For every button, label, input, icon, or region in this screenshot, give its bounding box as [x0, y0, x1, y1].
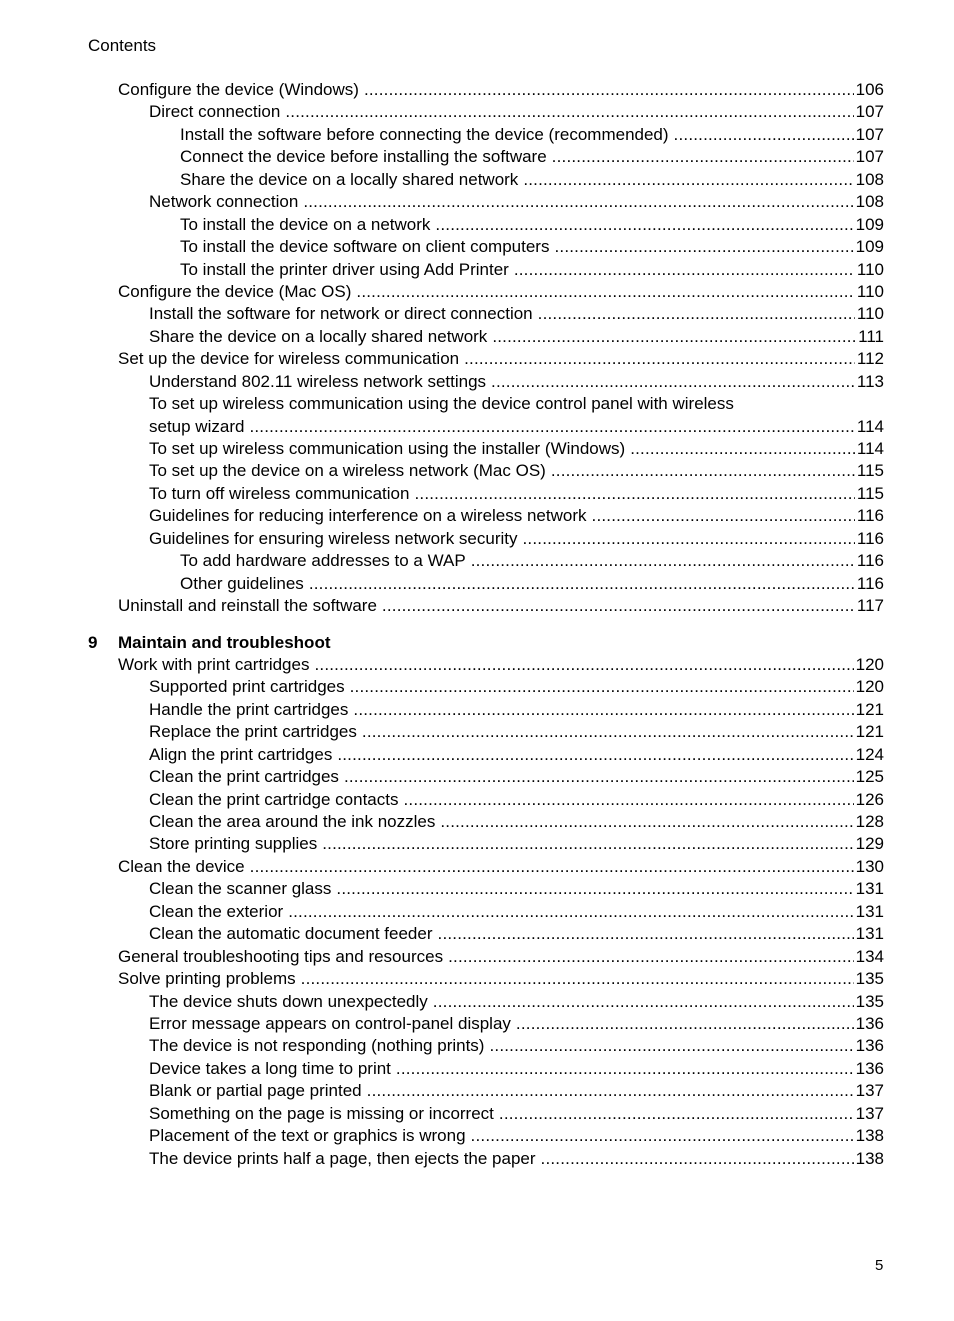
toc-entry-title: Share the device on a locally shared network — [180, 169, 519, 189]
toc-entry-page: 128 — [855, 812, 884, 831]
toc-leader-dots — [353, 699, 853, 721]
toc-entry-page: 107 — [855, 147, 884, 167]
toc-leader-dots — [516, 1013, 854, 1035]
toc-entry-page: 109 — [855, 214, 884, 234]
toc-entry-page: 115 — [856, 483, 884, 503]
toc-entry-title: Device takes a long time to print — [149, 1058, 391, 1078]
toc-entry-page: 117 — [856, 596, 884, 616]
toc-entry[interactable] — [88, 303, 884, 325]
toc-leader-dots — [471, 550, 855, 572]
toc-entry-page: 121 — [855, 699, 884, 719]
toc-entry-title: Clean the print cartridges — [149, 767, 339, 787]
toc-leader-dots — [322, 833, 853, 855]
toc-entry[interactable] — [88, 371, 884, 393]
toc-entry-page: 136 — [855, 1058, 884, 1078]
toc-entry[interactable] — [88, 1080, 884, 1102]
toc-entry-title: Configure the device (Mac OS) — [118, 281, 352, 301]
toc-leader-dots — [364, 79, 854, 101]
toc-entry[interactable] — [88, 191, 884, 213]
toc-entry-page: 106 — [855, 80, 884, 99]
toc-entry-title: Align the print cartridges — [149, 744, 333, 764]
toc-entry[interactable] — [88, 1035, 884, 1057]
toc-leader-dots — [489, 1035, 853, 1057]
toc-leader-dots — [592, 505, 855, 527]
toc-entry[interactable] — [88, 946, 884, 968]
toc-entry-page: 135 — [855, 969, 884, 989]
toc-leader-dots — [396, 1058, 854, 1080]
toc-entry-title: To add hardware addresses to a WAP — [180, 551, 466, 571]
toc-entry-title: Something on the page is missing or incorrect — [149, 1103, 494, 1123]
toc-entry[interactable] — [88, 214, 884, 236]
toc-entry[interactable] — [88, 550, 884, 572]
toc-entry[interactable] — [88, 438, 884, 460]
toc-entry-title: Guidelines for reducing interference on a wireless network — [149, 506, 587, 526]
toc-entry-title: Understand 802.11 wireless network settings — [149, 371, 487, 391]
table-of-contents — [88, 79, 884, 1170]
toc-entry[interactable] — [88, 744, 884, 766]
toc-entry-title: General troubleshooting tips and resources — [118, 946, 444, 966]
toc-entry-title: Configure the device (Windows) — [118, 80, 359, 99]
toc-entry[interactable] — [88, 878, 884, 900]
toc-entry[interactable] — [88, 101, 884, 123]
toc-entry-title: Replace the print cartridges — [149, 722, 357, 742]
toc-entry[interactable] — [88, 968, 884, 990]
toc-entry-title: Connect the device before installing the software — [180, 147, 547, 167]
toc-leader-dots — [514, 259, 855, 281]
toc-entry-title: Clean the area around the ink nozzles — [149, 812, 436, 831]
toc-entry-page: 136 — [855, 1013, 884, 1033]
toc-entry[interactable] — [88, 811, 884, 833]
toc-entry[interactable] — [88, 654, 884, 676]
toc-entry[interactable] — [88, 901, 884, 923]
toc-entry-page: 124 — [855, 744, 884, 764]
toc-entry-title: Handle the print cartridges — [149, 699, 349, 719]
toc-entry-page: 135 — [855, 991, 884, 1011]
toc-entry[interactable] — [88, 991, 884, 1013]
toc-entry-page: 138 — [855, 1126, 884, 1146]
toc-entry-title: Placement of the text or graphics is wrong — [149, 1126, 466, 1146]
toc-entry-page: 137 — [855, 1081, 884, 1101]
toc-entry[interactable] — [88, 281, 884, 303]
toc-entry-title: Clean the exterior — [149, 901, 284, 921]
toc-entry-title: Guidelines for ensuring wireless network security — [149, 528, 518, 548]
toc-entry-title: Error message appears on control-panel display — [149, 1013, 511, 1033]
toc-entry[interactable] — [88, 460, 884, 482]
toc-leader-dots — [630, 438, 855, 460]
toc-entry[interactable] — [88, 348, 884, 370]
toc-entry-page: 112 — [856, 349, 884, 369]
toc-entry-page: 110 — [856, 304, 884, 324]
toc-leader-dots — [309, 573, 855, 595]
toc-entry[interactable] — [88, 721, 884, 743]
toc-entry[interactable] — [88, 326, 884, 348]
toc-leader-dots — [414, 483, 854, 505]
toc-entry[interactable] — [88, 393, 884, 415]
toc-entry[interactable] — [88, 1148, 884, 1170]
toc-entry[interactable] — [88, 146, 884, 168]
toc-section-maintain — [88, 654, 884, 1170]
chapter-number: 9 — [88, 632, 98, 652]
toc-leader-dots — [523, 169, 853, 191]
toc-entry-page: 110 — [856, 281, 884, 301]
toc-leader-dots — [492, 326, 856, 348]
toc-entry-page: 116 — [856, 551, 884, 571]
toc-entry-page: 136 — [855, 1036, 884, 1056]
toc-entry[interactable] — [88, 483, 884, 505]
toc-entry-page: 126 — [855, 789, 884, 809]
toc-entry-title: To set up the device on a wireless network (Mac OS) — [149, 461, 546, 481]
toc-leader-dots — [435, 214, 853, 236]
chapter-heading — [88, 632, 884, 654]
toc-entry[interactable] — [88, 573, 884, 595]
toc-entry-title: Supported print cartridges — [149, 677, 345, 697]
toc-leader-dots — [249, 416, 854, 438]
toc-leader-dots — [448, 946, 854, 968]
toc-entry-title: To install the device on a network — [180, 214, 431, 234]
toc-entry[interactable] — [88, 79, 884, 101]
toc-entry[interactable] — [88, 923, 884, 945]
page-header: Contents — [88, 36, 157, 55]
toc-entry-page: 131 — [855, 901, 884, 921]
toc-entry[interactable] — [88, 1013, 884, 1035]
toc-leader-dots — [303, 191, 853, 213]
toc-leader-dots — [382, 595, 855, 617]
toc-entry[interactable] — [88, 1125, 884, 1147]
toc-entry-title: To set up wireless communication using the device control panel with wireless — [149, 394, 734, 414]
toc-entry-page: 138 — [855, 1148, 884, 1168]
toc-leader-dots — [344, 766, 854, 788]
toc-leader-dots — [314, 654, 853, 676]
toc-leader-dots — [552, 146, 854, 168]
toc-entry-title: Set up the device for wireless communication — [118, 349, 460, 369]
toc-entry-title: Install the software before connecting the device (recommended) — [180, 124, 669, 144]
toc-entry[interactable] — [88, 124, 884, 146]
toc-entry-title: Clean the automatic document feeder — [149, 924, 433, 944]
toc-entry-page: 108 — [855, 169, 884, 189]
toc-entry-title: To turn off wireless communication — [149, 483, 410, 503]
toc-entry[interactable] — [88, 1058, 884, 1080]
toc-entry-title: Share the device on a locally shared network — [149, 326, 488, 346]
toc-entry[interactable] — [88, 766, 884, 788]
toc-entry[interactable] — [88, 416, 884, 438]
toc-entry-page: 113 — [856, 371, 884, 391]
toc-entry[interactable] — [88, 505, 884, 527]
toc-entry-page: 116 — [856, 573, 884, 593]
toc-entry-page: 110 — [856, 259, 884, 279]
chapter-title: Maintain and troubleshoot — [118, 632, 331, 652]
toc-entry-page: 134 — [855, 946, 884, 966]
toc-leader-dots — [336, 878, 853, 900]
toc-entry-title: Install the software for network or direct connection — [149, 304, 533, 324]
toc-entry-page: 107 — [855, 102, 884, 122]
toc-leader-dots — [471, 1125, 854, 1147]
toc-entry-title: Uninstall and reinstall the software — [118, 596, 377, 616]
toc-entry[interactable] — [88, 699, 884, 721]
toc-entry-title: The device is not responding (nothing prints) — [149, 1036, 485, 1056]
toc-leader-dots — [301, 968, 854, 990]
toc-entry-title: To install the device software on client computers — [180, 237, 550, 257]
toc-entry-page: 129 — [855, 834, 884, 854]
toc-entry-page: 114 — [856, 439, 884, 458]
page-number: 5 — [875, 1257, 884, 1274]
toc-entry-title: Clean the scanner glass — [149, 879, 332, 899]
toc-leader-dots — [440, 811, 853, 833]
toc-entry-title: To set up wireless communication using the installer (Windows) — [149, 439, 626, 458]
toc-leader-dots — [554, 236, 853, 258]
toc-entry-page: 111 — [858, 326, 884, 346]
toc-entry[interactable] — [88, 1103, 884, 1125]
toc-entry[interactable] — [88, 259, 884, 281]
toc-entry-page: 115 — [856, 461, 884, 481]
toc-entry-title: Work with print cartridges — [118, 654, 310, 674]
toc-leader-dots — [551, 460, 855, 482]
toc-entry-title: To install the printer driver using Add Printer — [180, 259, 509, 279]
toc-leader-dots — [438, 923, 854, 945]
toc-leader-dots — [499, 1103, 854, 1125]
toc-entry-page: 120 — [855, 677, 884, 697]
toc-entry-page: 121 — [855, 722, 884, 742]
toc-leader-dots — [433, 991, 854, 1013]
toc-entry-title: The device prints half a page, then ejects the paper — [149, 1148, 536, 1168]
toc-leader-dots — [367, 1080, 854, 1102]
toc-entry[interactable] — [88, 856, 884, 878]
toc-entry[interactable] — [88, 833, 884, 855]
toc-entry-title: Clean the device — [118, 856, 245, 876]
toc-leader-dots — [288, 901, 853, 923]
toc-leader-dots — [523, 528, 855, 550]
toc-leader-dots — [350, 676, 854, 698]
toc-entry-title: Other guidelines — [180, 573, 304, 593]
toc-leader-dots — [337, 744, 853, 766]
toc-entry-page: 131 — [855, 879, 884, 899]
toc-entry-page: 130 — [855, 856, 884, 876]
toc-entry-title: setup wizard — [149, 416, 245, 436]
toc-entry-page: 108 — [855, 192, 884, 212]
toc-leader-dots — [464, 348, 855, 370]
toc-leader-dots — [250, 856, 854, 878]
toc-entry[interactable] — [88, 789, 884, 811]
toc-entry-title: Solve printing problems — [118, 969, 296, 989]
toc-leader-dots — [403, 789, 853, 811]
toc-leader-dots — [285, 101, 853, 123]
toc-entry-page: 109 — [855, 237, 884, 257]
toc-entry[interactable] — [88, 169, 884, 191]
toc-entry-page: 137 — [855, 1103, 884, 1123]
toc-entry-page: 125 — [855, 767, 884, 787]
toc-entry[interactable] — [88, 676, 884, 698]
toc-leader-dots — [362, 721, 854, 743]
toc-entry-page: 131 — [855, 924, 884, 944]
toc-leader-dots — [541, 1148, 854, 1170]
toc-entry-page: 116 — [856, 506, 884, 526]
toc-entry[interactable] — [88, 528, 884, 550]
toc-entry[interactable] — [88, 595, 884, 617]
toc-entry-title: Network connection — [149, 192, 299, 212]
toc-entry-page: 120 — [855, 654, 884, 674]
toc-entry-page: 116 — [856, 528, 884, 548]
toc-leader-dots — [538, 303, 855, 325]
toc-entry-page: 114 — [856, 416, 884, 436]
toc-entry-title: The device shuts down unexpectedly — [149, 991, 428, 1011]
toc-entry-title: Direct connection — [149, 102, 281, 122]
toc-leader-dots — [674, 124, 854, 146]
toc-leader-dots — [491, 371, 855, 393]
toc-leader-dots — [356, 281, 855, 303]
toc-entry-title: Clean the print cartridge contacts — [149, 789, 399, 809]
toc-entry-title: Blank or partial page printed — [149, 1081, 362, 1101]
toc-section-installation — [88, 79, 884, 618]
toc-entry[interactable] — [88, 236, 884, 258]
toc-entry-title: Store printing supplies — [149, 834, 318, 854]
toc-entry-page: 107 — [855, 124, 884, 144]
